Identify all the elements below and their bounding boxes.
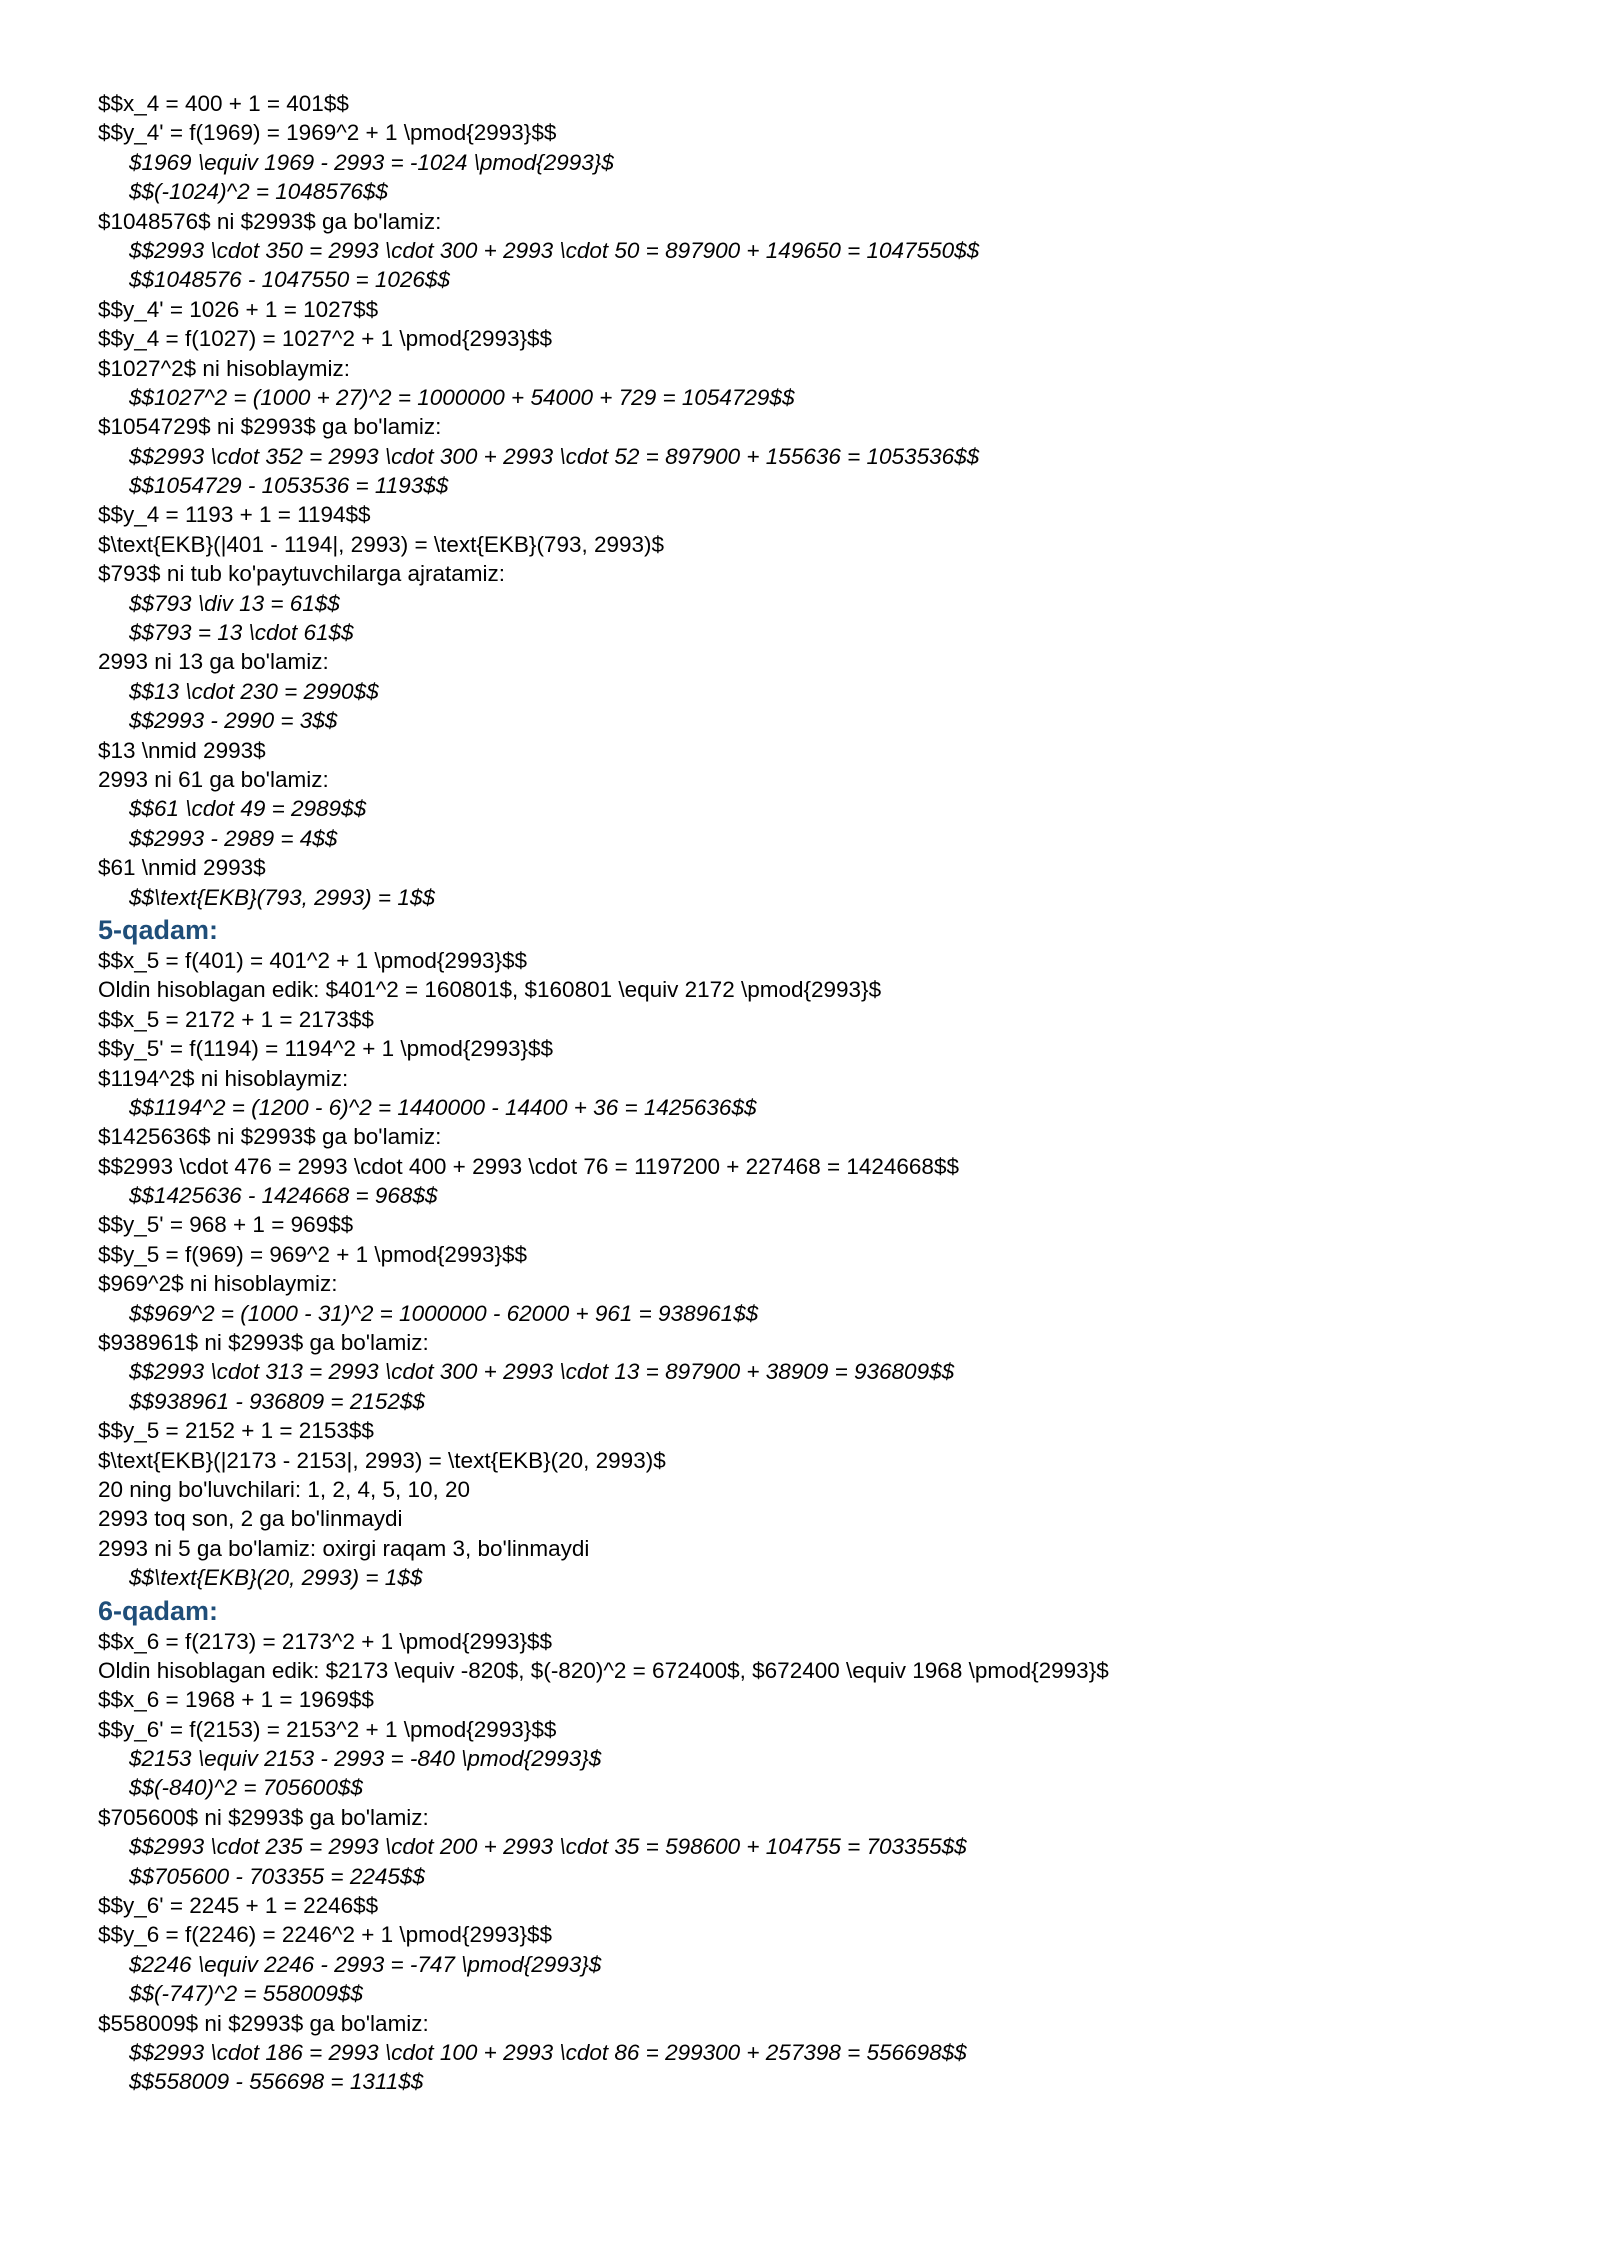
text-line: $$y_4' = f(1969) = 1969^2 + 1 \pmod{2993}$$ — [98, 120, 557, 146]
text-line: $$x_6 = f(2173) = 2173^2 + 1 \pmod{2993}$$ — [98, 1628, 553, 1654]
indented-formula-line: $$558009 - 556698 = 1311$$ — [129, 2069, 424, 2095]
indented-formula-line: $$2993 \cdot 186 = 2993 \cdot 100 + 2993 \cdot 86 = 299300 + 257398 = 556698$$ — [129, 2040, 967, 2065]
indented-formula-line: $$\text{EKB}(793, 2993) = 1$$ — [129, 884, 435, 910]
text-line: 2993 toq son, 2 ga bo'linmaydi — [98, 1506, 403, 1532]
text-line: $$y_5 = 2152 + 1 = 2153$$ — [98, 1418, 374, 1444]
document-body — [98, 89, 1538, 2097]
text-line: 2993 ni 13 ga bo'lamiz: — [98, 649, 329, 675]
text-line: 2993 ni 61 ga bo'lamiz: — [98, 766, 329, 792]
text-line: Oldin hisoblagan edik: $401^2 = 160801$, $160801 \equiv 2172 \pmod{2993}$ — [98, 977, 882, 1003]
section-heading: 5-qadam: — [98, 914, 219, 945]
text-line: $$y_4 = f(1027) = 1027^2 + 1 \pmod{2993}$$ — [98, 326, 553, 352]
text-line: 20 ning bo'luvchilari: 1, 2, 4, 5, 10, 20 — [98, 1476, 471, 1502]
text-line: $$2993 \cdot 476 = 2993 \cdot 400 + 2993 \cdot 76 = 1197200 + 227468 = 1424668$$ — [98, 1153, 959, 1179]
text-line: $$x_4 = 400 + 1 = 401$$ — [98, 91, 349, 116]
indented-formula-line: $$13 \cdot 230 = 2990$$ — [129, 678, 379, 704]
indented-formula-line: $2246 \equiv 2246 - 2993 = -747 \pmod{2993}$ — [129, 1951, 602, 1977]
text-line: $1048576$ ni $2993$ ga bo'lamiz: — [98, 208, 442, 234]
text-line: 2993 ni 5 ga bo'lamiz: oxirgi raqam 3, bo'linmaydi — [98, 1535, 590, 1561]
indented-formula-line: $$1048576 - 1047550 = 1026$$ — [129, 267, 450, 293]
text-line: $1027^2$ ni hisoblaymiz: — [98, 355, 350, 381]
text-line: $1425636$ ni $2993$ ga bo'lamiz: — [98, 1124, 442, 1150]
text-line: $$y_5' = f(1194) = 1194^2 + 1 \pmod{2993}$$ — [98, 1036, 554, 1062]
text-line: $$x_6 = 1968 + 1 = 1969$$ — [98, 1687, 374, 1713]
indented-formula-line: $$793 \div 13 = 61$$ — [129, 590, 340, 616]
indented-formula-line: $$(-840)^2 = 705600$$ — [129, 1775, 363, 1801]
indented-formula-line: $$1194^2 = (1200 - 6)^2 = 1440000 - 14400 + 36 = 1425636$$ — [129, 1094, 757, 1120]
text-line: $$y_6' = 2245 + 1 = 2246$$ — [98, 1893, 379, 1919]
text-line: $793$ ni tub ko'paytuvchilarga ajratamiz: — [98, 561, 506, 587]
indented-formula-line: $2153 \equiv 2153 - 2993 = -840 \pmod{2993}$ — [129, 1746, 602, 1772]
indented-formula-line: $$61 \cdot 49 = 2989$$ — [129, 796, 367, 822]
text-line: $1054729$ ni $2993$ ga bo'lamiz: — [98, 414, 442, 440]
indented-formula-line: $$(-747)^2 = 558009$$ — [129, 1981, 363, 2007]
section-heading: 6-qadam: — [98, 1595, 219, 1626]
text-line: $$y_6' = f(2153) = 2153^2 + 1 \pmod{2993}$$ — [98, 1716, 557, 1742]
text-line: $969^2$ ni hisoblaymiz: — [98, 1271, 338, 1297]
text-line: $$y_4' = 1026 + 1 = 1027$$ — [98, 296, 379, 322]
indented-formula-line: $1969 \equiv 1969 - 2993 = -1024 \pmod{2993}$ — [129, 149, 614, 175]
text-line: $$y_4 = 1193 + 1 = 1194$$ — [98, 502, 371, 528]
indented-formula-line: $$938961 - 936809 = 2152$$ — [129, 1388, 425, 1414]
indented-formula-line: $$\text{EKB}(20, 2993) = 1$$ — [129, 1565, 423, 1591]
indented-formula-line: $$2993 \cdot 235 = 2993 \cdot 200 + 2993 \cdot 35 = 598600 + 104755 = 703355$$ — [129, 1834, 967, 1860]
indented-formula-line: $$(-1024)^2 = 1048576$$ — [129, 179, 388, 205]
text-line: $\text{EKB}(|2173 - 2153|, 2993) = \text{EKB}(20, 2993)$ — [98, 1447, 666, 1473]
text-line: $$x_5 = f(401) = 401^2 + 1 \pmod{2993}$$ — [98, 947, 528, 973]
text-line: $\text{EKB}(|401 - 1194|, 2993) = \text{EKB}(793, 2993)$ — [98, 531, 665, 557]
indented-formula-line: $$2993 - 2990 = 3$$ — [129, 708, 338, 734]
indented-formula-line: $$1425636 - 1424668 = 968$$ — [129, 1183, 438, 1209]
text-line: $$y_6 = f(2246) = 2246^2 + 1 \pmod{2993}$$ — [98, 1922, 553, 1948]
text-line: $938961$ ni $2993$ ga bo'lamiz: — [98, 1330, 429, 1356]
text-line: $13 \nmid 2993$ — [98, 737, 266, 763]
text-line: $558009$ ni $2993$ ga bo'lamiz: — [98, 2010, 429, 2036]
indented-formula-line: $$2993 \cdot 350 = 2993 \cdot 300 + 2993 \cdot 50 = 897900 + 149650 = 1047550$$ — [129, 237, 980, 263]
text-line: $61 \nmid 2993$ — [98, 855, 266, 881]
indented-formula-line: $$1027^2 = (1000 + 27)^2 = 1000000 + 54000 + 729 = 1054729$$ — [129, 384, 795, 410]
indented-formula-line: $$1054729 - 1053536 = 1193$$ — [129, 473, 449, 499]
indented-formula-line: $$2993 \cdot 313 = 2993 \cdot 300 + 2993 \cdot 13 = 897900 + 38909 = 936809$$ — [129, 1359, 955, 1385]
text-line: $$x_5 = 2172 + 1 = 2173$$ — [98, 1006, 374, 1032]
indented-formula-line: $$2993 \cdot 352 = 2993 \cdot 300 + 2993 \cdot 52 = 897900 + 155636 = 1053536$$ — [129, 443, 980, 469]
text-line: $$y_5 = f(969) = 969^2 + 1 \pmod{2993}$$ — [98, 1241, 528, 1267]
indented-formula-line: $$793 = 13 \cdot 61$$ — [129, 620, 354, 646]
text-line: $1194^2$ ni hisoblaymiz: — [98, 1065, 349, 1091]
indented-formula-line: $$705600 - 703355 = 2245$$ — [129, 1863, 425, 1889]
text-line: $705600$ ni $2993$ ga bo'lamiz: — [98, 1804, 429, 1830]
text-line: $$y_5' = 968 + 1 = 969$$ — [98, 1212, 354, 1238]
indented-formula-line: $$2993 - 2989 = 4$$ — [129, 825, 338, 851]
text-line: Oldin hisoblagan edik: $2173 \equiv -820$, $(-820)^2 = 672400$, $672400 \equiv 1968 \pmod{2993}$ — [98, 1657, 1109, 1683]
indented-formula-line: $$969^2 = (1000 - 31)^2 = 1000000 - 62000 + 961 = 938961$$ — [129, 1300, 759, 1326]
